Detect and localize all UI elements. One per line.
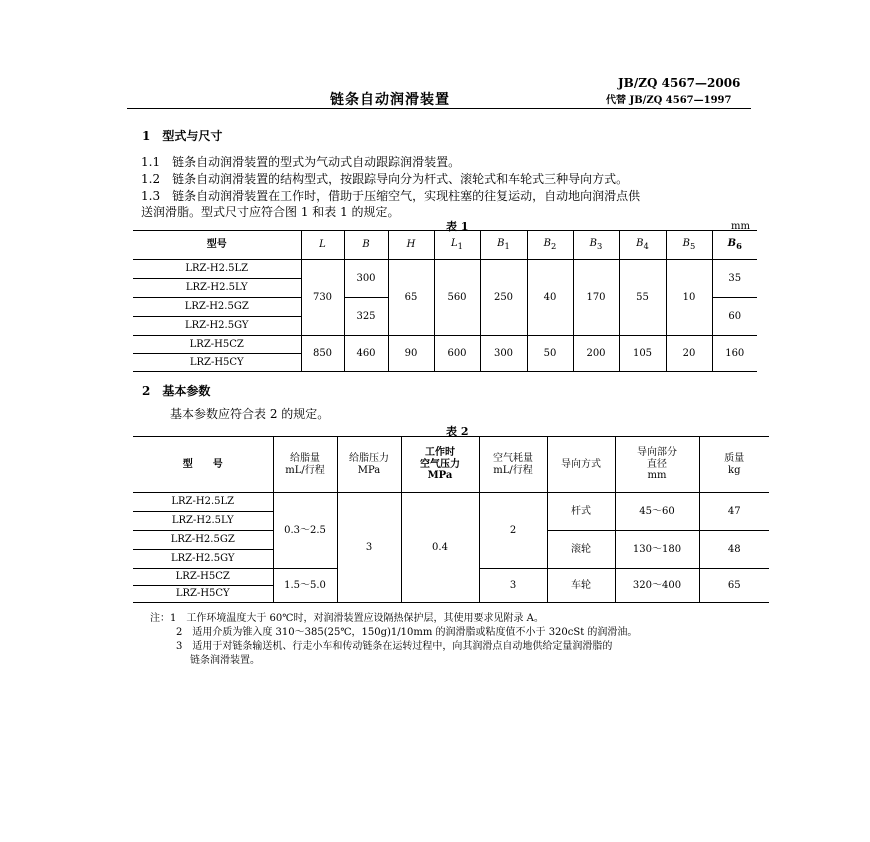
- table-row: [133, 493, 769, 512]
- t2-h-air: [401, 437, 479, 493]
- t2-h-aircons-2: mL/行程: [493, 464, 533, 476]
- table2-header-row: [133, 437, 769, 493]
- t1-cell: 60: [712, 298, 757, 336]
- document-title: 链条自动润滑装置: [330, 92, 450, 108]
- t1-cell: 250: [480, 260, 527, 336]
- t1-cell: 460: [344, 336, 388, 372]
- t1-model: LRZ-H5CZ: [133, 336, 301, 354]
- t1-cell: 20: [666, 336, 712, 372]
- table1: [133, 230, 757, 372]
- t2-model: LRZ-H2.5LZ: [133, 493, 273, 512]
- t2-h-air-2: 空气压力: [420, 458, 460, 470]
- t2-cell: 1.5～5.0: [273, 569, 337, 603]
- t2-cell: 0.3～2.5: [273, 493, 337, 569]
- t1-h-B1-text: B: [497, 238, 505, 250]
- note-1: 注：1 工作环境温度大于 60℃时，对润滑装置应设隔热保护层，其使用要求见附录 A。: [150, 613, 544, 624]
- t1-h-B4: [619, 231, 666, 260]
- section1-heading: 1 型式与尺寸: [142, 129, 223, 143]
- t1-h-B1: [480, 231, 527, 260]
- t1-h-H-text: H: [406, 239, 416, 251]
- t1-cell: 200: [573, 336, 619, 372]
- t2-cell: 车轮: [547, 569, 615, 603]
- t1-h-L: [301, 231, 344, 260]
- t1-cell: 600: [434, 336, 480, 372]
- t1-cell: 10: [666, 260, 712, 336]
- t2-cell: 3: [479, 569, 547, 603]
- section2-heading: 2 基本参数: [142, 384, 211, 398]
- t2-model: LRZ-H2.5LY: [133, 512, 273, 531]
- t2-h-mass-2: kg: [728, 464, 741, 476]
- t1-h-B5-text: B: [682, 238, 691, 250]
- t2-h-dia: [615, 437, 699, 493]
- t1-cell: 560: [434, 260, 480, 336]
- note-3-line2: 链条润滑装置。: [190, 655, 260, 666]
- table2-caption: 表 2: [446, 425, 469, 438]
- t2-model: LRZ-H5CY: [133, 586, 273, 603]
- t2-h-grease-1: 给脂量: [290, 453, 320, 464]
- t1-h-B4-text: B: [636, 238, 644, 250]
- t2-cell: 130～180: [615, 531, 699, 569]
- t2-cell: 杆式: [547, 493, 615, 531]
- standard-number: JB/ZQ 4567—2006: [618, 76, 741, 90]
- t2-model: LRZ-H2.5GZ: [133, 531, 273, 550]
- t1-cell: 300: [480, 336, 527, 372]
- t1-cell: 65: [388, 260, 434, 336]
- t1-h-B-text: B: [362, 239, 370, 251]
- table1-header-row: [133, 231, 757, 260]
- t1-h-B2-sub: 2: [551, 241, 557, 252]
- clause-1-3-line2: 送润滑脂。型式尺寸应符合图 1 和表 1 的规定。: [141, 205, 400, 219]
- t2-h-pressure-2: MPa: [357, 464, 381, 476]
- section2-text: 基本参数应符合表 2 的规定。: [170, 407, 330, 421]
- t1-cell: 730: [301, 260, 344, 336]
- t1-h-B: [344, 231, 388, 260]
- note-3-line1: 3 适用于对链条输送机、行走小车和传动链条在运转过程中，向其润滑点自动地供给定量润滑脂的: [176, 641, 613, 652]
- header-rule: [127, 108, 751, 109]
- table-row: [133, 260, 757, 279]
- table1-caption: 表 1: [446, 220, 469, 233]
- t1-cell: 50: [527, 336, 573, 372]
- t1-cell: 325: [344, 298, 388, 336]
- t2-h-dia-3: mm: [647, 470, 667, 482]
- t2-h-air-3: MPa: [427, 470, 453, 482]
- table2: [133, 436, 769, 603]
- t1-h-B1-sub: 1: [504, 241, 510, 252]
- table-row: [133, 336, 757, 354]
- t1-cell: 35: [712, 260, 757, 298]
- t2-cell: 65: [699, 569, 769, 603]
- clause-1-1: 1.1 链条自动润滑装置的型式为气动式自动跟踪润滑装置。: [141, 155, 461, 169]
- t1-h-H: [388, 231, 434, 260]
- t2-cell: 2: [479, 493, 547, 569]
- t1-cell: 300: [344, 260, 388, 298]
- t2-h-mass: [699, 437, 769, 493]
- t2-h-dia-2: 直径: [647, 458, 667, 470]
- t2-model: LRZ-H5CZ: [133, 569, 273, 586]
- t2-h-pressure: [337, 437, 401, 493]
- t1-h-B6-text: B: [727, 238, 737, 250]
- t2-h-aircons: [479, 437, 547, 493]
- t1-h-B3-text: B: [589, 238, 598, 250]
- t1-h-B4-sub: 4: [643, 241, 649, 252]
- t2-h-air-1: 工作时: [425, 447, 455, 459]
- t1-h-B6: [712, 231, 757, 260]
- t1-model: LRZ-H2.5LY: [133, 279, 301, 298]
- t2-cell: 滚轮: [547, 531, 615, 569]
- t1-cell: 90: [388, 336, 434, 372]
- t2-h-model: 型 号: [133, 437, 273, 493]
- t1-h-B2-text: B: [543, 238, 552, 250]
- t1-cell: 55: [619, 260, 666, 336]
- replaces-note: 代替 JB/ZQ 4567—1997: [606, 95, 732, 106]
- note-2: 2 适用介质为锥入度 310～385(25℃，150g)1/10mm 的润滑脂或粘度值不小于 320cSt 的润滑油。: [176, 627, 638, 638]
- t2-h-dia-1: 导向部分: [637, 447, 677, 459]
- t1-h-B6-sub: 6: [736, 241, 742, 252]
- t1-cell: 160: [712, 336, 757, 372]
- t1-model: LRZ-H2.5GZ: [133, 298, 301, 317]
- t1-model: LRZ-H2.5LZ: [133, 260, 301, 279]
- table1-unit: mm: [731, 221, 750, 232]
- t1-model: LRZ-H5CY: [133, 354, 301, 372]
- t1-h-B2: [527, 231, 573, 260]
- t1-h-B5: [666, 231, 712, 260]
- t2-model: LRZ-H2.5GY: [133, 550, 273, 569]
- t2-cell: 47: [699, 493, 769, 531]
- t1-cell: 105: [619, 336, 666, 372]
- t2-cell: 45～60: [615, 493, 699, 531]
- t2-h-grease: [273, 437, 337, 493]
- t1-h-model: 型号: [133, 231, 301, 260]
- t2-h-guide: 导向方式: [547, 437, 615, 493]
- t2-h-grease-2: mL/行程: [285, 464, 325, 476]
- t1-h-B3-sub: 3: [597, 241, 603, 252]
- t2-cell: 48: [699, 531, 769, 569]
- t1-h-B5-sub: 5: [690, 241, 696, 252]
- t1-h-L1-text: L: [451, 238, 458, 250]
- t1-cell: 170: [573, 260, 619, 336]
- t1-model: LRZ-H2.5GY: [133, 317, 301, 336]
- t1-h-L1: [434, 231, 480, 260]
- t2-cell: 0.4: [401, 493, 479, 603]
- t2-h-mass-1: 质量: [724, 453, 745, 464]
- t1-h-L1-sub: 1: [457, 241, 463, 252]
- t1-cell: 850: [301, 336, 344, 372]
- t1-h-B3: [573, 231, 619, 260]
- t1-h-L-text: L: [319, 239, 326, 251]
- t2-h-pressure-1: 给脂压力: [349, 453, 389, 464]
- clause-1-2: 1.2 链条自动润滑装置的结构型式，按跟踪导向分为杆式、滚轮式和车轮式三种导向方式。: [141, 172, 629, 186]
- clause-1-3-line1: 1.3 链条自动润滑装置在工作时，借助于压缩空气，实现柱塞的往复运动，自动地向润滑点供: [141, 189, 641, 203]
- t2-h-aircons-1: 空气耗量: [493, 453, 533, 464]
- t1-cell: 40: [527, 260, 573, 336]
- t2-cell: 3: [337, 493, 401, 603]
- t2-cell: 320～400: [615, 569, 699, 603]
